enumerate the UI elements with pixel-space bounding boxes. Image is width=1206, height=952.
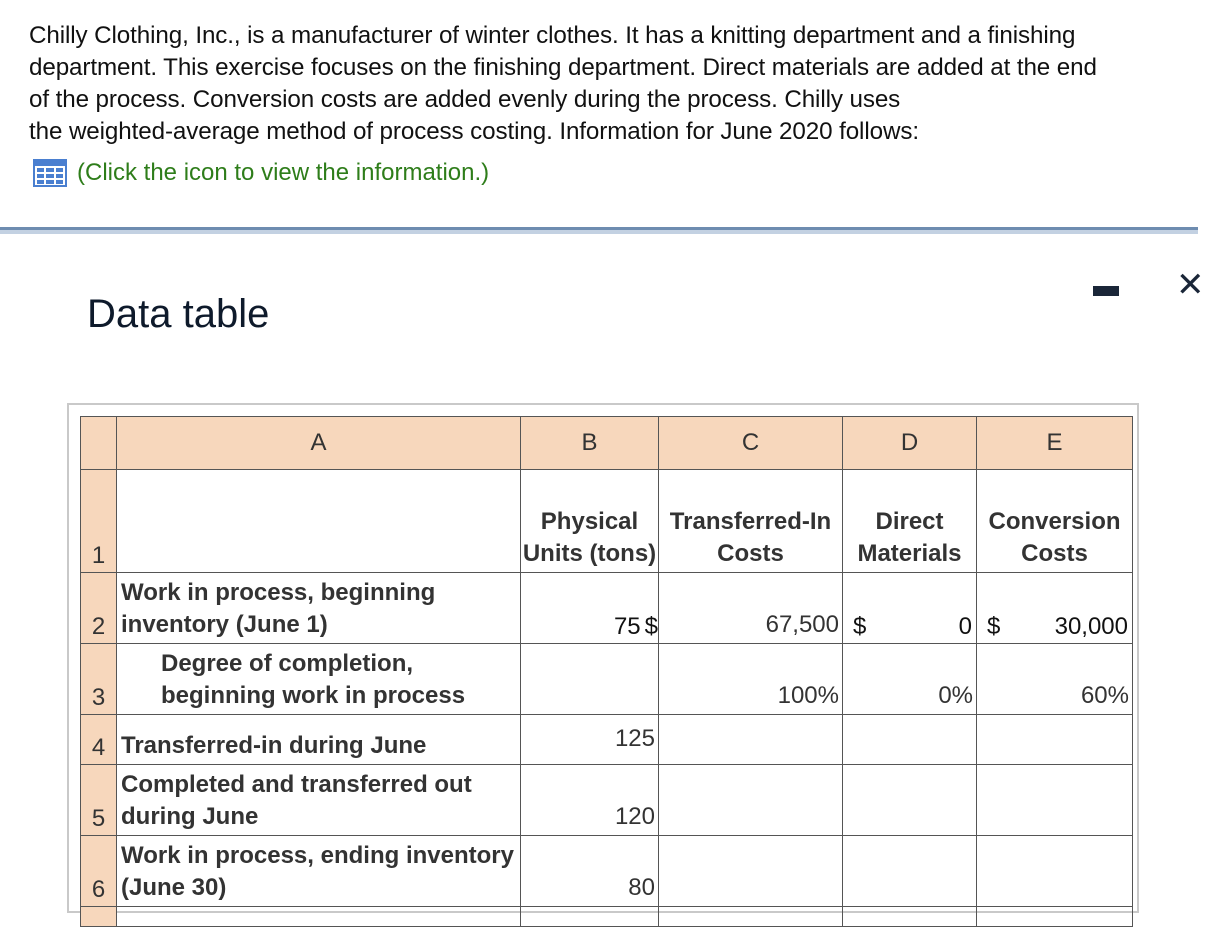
conversion-costs-header: Conversion Costs [977,470,1133,573]
transferred-in-value: 67,500 [659,573,843,644]
conversion-costs-cell [977,573,1133,644]
view-information-text[interactable]: (Click the icon to view the information.) [77,159,490,186]
empty-cell [521,907,659,927]
empty-cell [843,715,977,765]
corner-cell [81,417,117,470]
row-number: 3 [81,644,117,715]
data-table-icon[interactable] [33,159,67,187]
column-letter: E [977,417,1133,470]
table-row [81,470,1133,573]
row-number: 4 [81,715,117,765]
empty-cell [977,907,1133,927]
empty-cell [659,765,843,836]
table-row [81,573,1133,644]
table-row [81,836,1133,907]
table-row [81,765,1133,836]
problem-line: Chilly Clothing, Inc., is a manufacturer of winter clothes. It has a knitting department and a finishing [29,22,1076,49]
empty-cell [659,907,843,927]
data-table [80,416,1133,927]
direct-materials-value: 0 [958,613,972,640]
transferred-in-value: 100% [659,644,843,715]
conversion-costs-value: 30,000 [1054,613,1128,640]
close-button[interactable]: ✕ [1176,266,1205,304]
table-row [81,907,1133,927]
view-information-link[interactable] [33,157,489,189]
problem-line: of the process. Conversion costs are added evenly during the process. Chilly uses [29,86,901,113]
dialog-title: Data table [87,292,270,336]
row-label: Transferred-in during June [117,715,521,765]
physical-units-header: Physical Units (tons) [521,470,659,573]
row-label: Work in process, beginning inventory (June 1) [117,573,521,644]
empty-cell [977,715,1133,765]
empty-cell [843,836,977,907]
divider [0,230,1198,234]
row-label: Degree of completion, beginning work in process [117,644,521,715]
row-number [81,907,117,927]
column-letter: B [521,417,659,470]
empty-cell [117,470,521,573]
empty-cell [977,836,1133,907]
data-table-frame [67,403,1139,913]
problem-statement [29,20,1194,148]
empty-cell [843,765,977,836]
row-number: 1 [81,470,117,573]
dollar-sign: $ [853,613,867,640]
units-value [521,644,659,715]
units-value: 80 [521,836,659,907]
column-letter-row [81,417,1133,470]
empty-cell [117,907,521,927]
column-letter: D [843,417,977,470]
column-letter: A [117,417,521,470]
minimize-button[interactable] [1093,286,1119,296]
empty-cell [659,715,843,765]
conversion-costs-value: 60% [977,644,1133,715]
units-value: 125 [521,715,659,765]
row-label: Work in process, ending inventory (June 30) [117,836,521,907]
direct-materials-header: Direct Materials [843,470,977,573]
units-value: 75 [613,613,641,640]
row-number: 5 [81,765,117,836]
table-row [81,715,1133,765]
empty-cell [659,836,843,907]
problem-line: the weighted-average method of process costing. Information for June 2020 follows: [29,118,919,145]
units-cell [521,573,659,644]
column-letter: C [659,417,843,470]
empty-cell [843,907,977,927]
dollar-sign: $ [644,613,658,640]
transferred-in-header: Transferred-In Costs [659,470,843,573]
direct-materials-value: 0% [843,644,977,715]
problem-line: department. This exercise focuses on the finishing department. Direct materials are added at the end [29,54,1097,81]
direct-materials-cell [843,573,977,644]
row-number: 2 [81,573,117,644]
row-label: Completed and transferred out during June [117,765,521,836]
dollar-sign: $ [987,613,1001,640]
empty-cell [977,765,1133,836]
units-value: 120 [521,765,659,836]
row-number: 6 [81,836,117,907]
table-row [81,644,1133,715]
